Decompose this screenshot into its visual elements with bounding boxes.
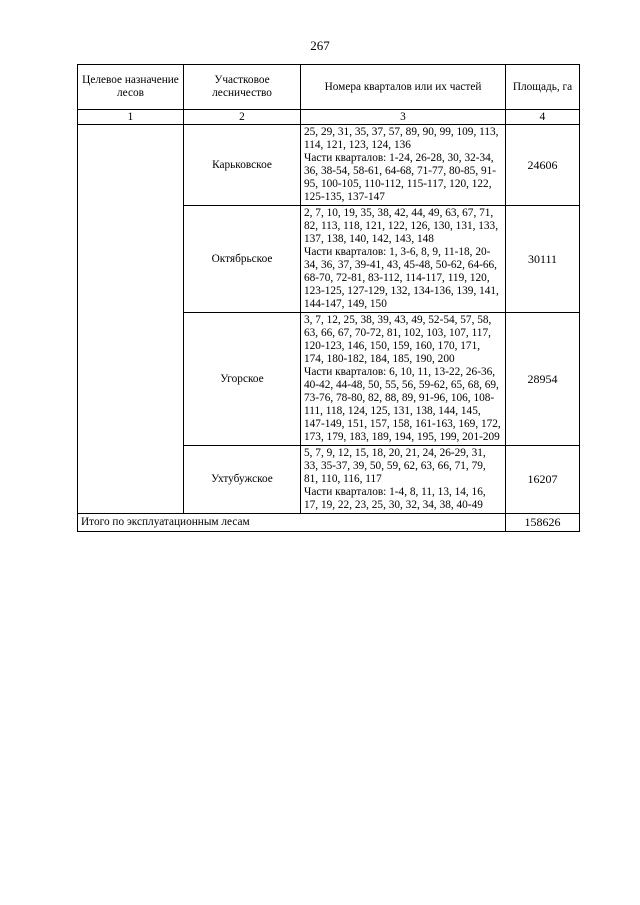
total-label: Итого по эксплуатационным лесам (78, 514, 506, 532)
purpose-cell (78, 125, 184, 514)
quarters-cell (301, 313, 506, 446)
quarter-parts-list: Части кварталов: 1, 3-6, 8, 9, 11-18, 20-34, 36, 37, 39-41, 43, 45-48, 50-62, 64-66, 68-70, 72-81, 83-112, 114-117, 119, 120, 123-125, 127-129, 132, 134-136, 139, 141, 144-147, 149, 150 (304, 246, 499, 310)
quarter-parts-list: Части кварталов: 1-24, 26-28, 30, 32-34, 36, 38-54, 58-61, 64-68, 71-77, 80-85, 91-95, 100-105, 110-112, 115-117, 120, 122, 125-135, 137-147 (304, 152, 497, 203)
column-number-row (78, 110, 580, 125)
table-row (78, 125, 580, 206)
area-value: 24606 (506, 125, 580, 206)
area-value: 28954 (506, 313, 580, 446)
quarters-list: 5, 7, 9, 12, 15, 18, 20, 21, 24, 26-29, 31, 33, 35-37, 39, 50, 59, 62, 63, 66, 71, 79, 81, 110, 116, 117 (304, 447, 486, 485)
header-area: Площадь, га (506, 65, 580, 110)
forestry-name: Октябрьское (184, 206, 301, 313)
forest-table (77, 64, 580, 532)
forestry-name: Угорское (184, 313, 301, 446)
quarters-list: 25, 29, 31, 35, 37, 57, 89, 90, 99, 109, 113, 114, 121, 123, 124, 136 (304, 126, 499, 151)
column-number: 1 (78, 110, 184, 125)
page-number: 267 (310, 38, 330, 53)
header-forestry: Участковое лесничество (184, 65, 301, 110)
column-number: 2 (184, 110, 301, 125)
table-header-row (78, 65, 580, 110)
header-quarters: Номера кварталов или их частей (301, 65, 506, 110)
total-area: 158626 (506, 514, 580, 532)
quarters-cell (301, 446, 506, 514)
total-row (78, 514, 580, 532)
quarters-cell (301, 125, 506, 206)
quarter-parts-list: Части кварталов: 6, 10, 11, 13-22, 26-36, 40-42, 44-48, 50, 55, 56, 59-62, 65, 68, 69, 73-76, 78-80, 82, 88, 89, 91-96, 106, 108-111, 118, 124, 125, 131, 138, 144, 145, 147-149, 151, 157, 158, 161-163, 169, 172, 173, 179, 183, 189, 194, 195, 199, 201-209 (304, 366, 501, 443)
forestry-name: Карьковское (184, 125, 301, 206)
header-purpose: Целевое назначение лесов (78, 65, 184, 110)
quarters-cell (301, 206, 506, 313)
area-value: 16207 (506, 446, 580, 514)
quarters-list: 2, 7, 10, 19, 35, 38, 42, 44, 49, 63, 67, 71, 82, 113, 118, 121, 122, 126, 130, 131, 133, 137, 138, 140, 142, 143, 148 (304, 207, 499, 245)
column-number: 3 (301, 110, 506, 125)
area-value: 30111 (506, 206, 580, 313)
column-number: 4 (506, 110, 580, 125)
forestry-name: Ухтубужское (184, 446, 301, 514)
quarter-parts-list: Части кварталов: 1-4, 8, 11, 13, 14, 16, 17, 19, 22, 23, 25, 30, 32, 34, 38, 40-49 (304, 486, 486, 511)
quarters-list: 3, 7, 12, 25, 38, 39, 43, 49, 52-54, 57, 58, 63, 66, 67, 70-72, 81, 102, 103, 107, 117, 120-123, 146, 150, 159, 160, 170, 171, 174, 180-182, 184, 185, 190, 200 (304, 314, 492, 365)
